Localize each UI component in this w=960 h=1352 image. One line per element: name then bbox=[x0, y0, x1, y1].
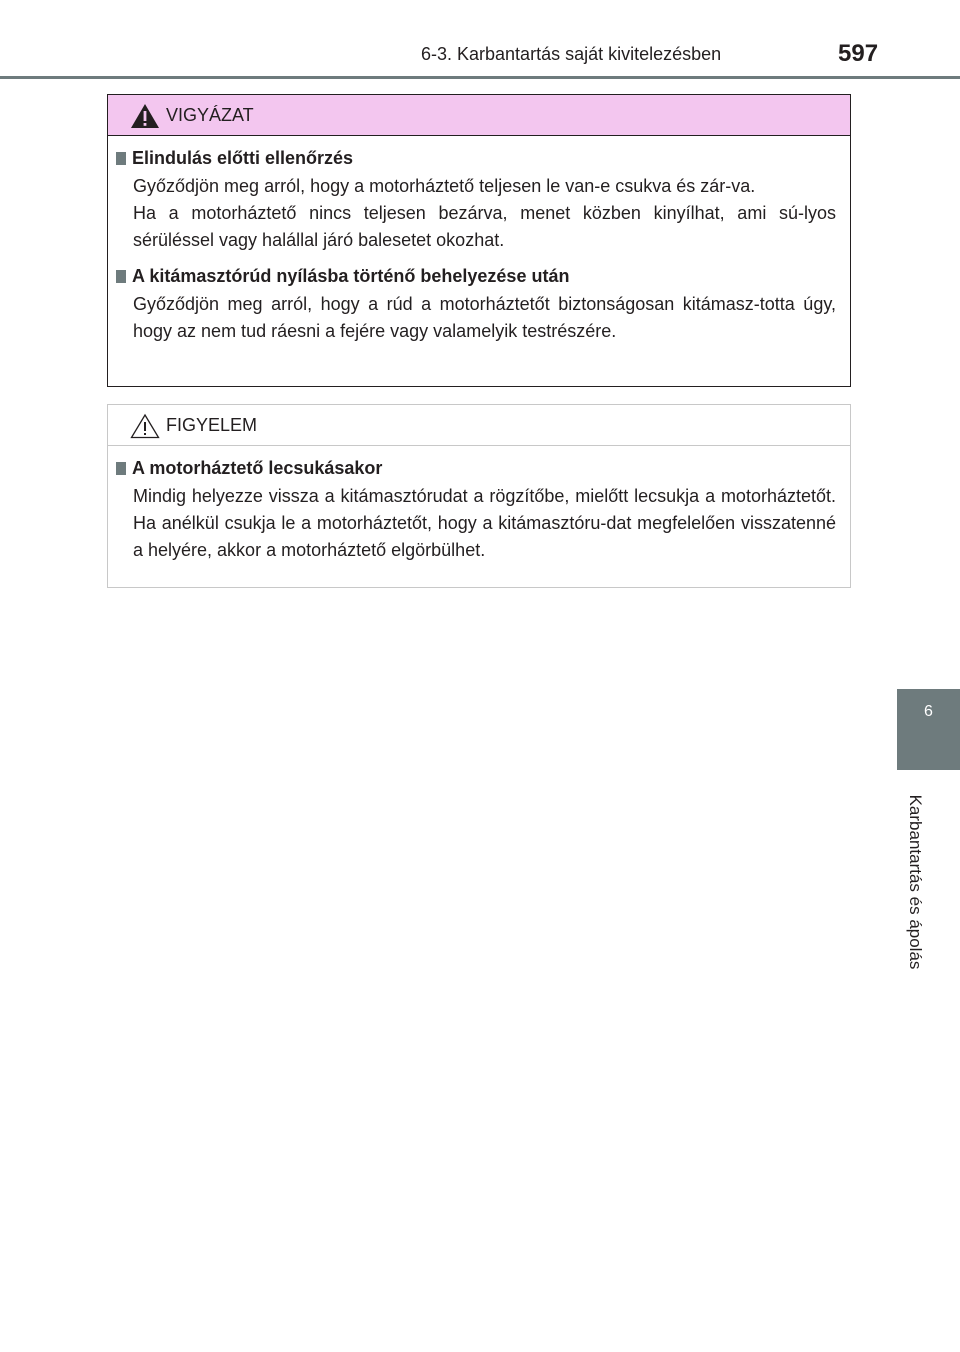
caution-box bbox=[107, 94, 851, 387]
page-number: 597 bbox=[838, 40, 879, 67]
header-rule bbox=[0, 76, 960, 79]
notice-item-heading: A motorháztető lecsukásakor bbox=[132, 458, 383, 478]
chapter-tab bbox=[897, 689, 960, 770]
warning-triangle-outline-icon bbox=[130, 413, 160, 439]
notice-box-header bbox=[108, 405, 850, 446]
header-section-title: 6-3. Karbantartás saját kivitelezésben bbox=[421, 44, 722, 64]
caution-item-heading: A kitámasztórúd nyílásba történő behelyezése után bbox=[132, 266, 570, 286]
caution-item-heading: Elindulás előtti ellenőrzés bbox=[132, 148, 354, 168]
square-bullet-icon bbox=[116, 270, 126, 283]
chapter-title: Karbantartás és ápolás bbox=[906, 794, 925, 970]
notice-title: FIGYELEM bbox=[166, 415, 258, 435]
caution-title: VIGYÁZAT bbox=[166, 105, 254, 125]
square-bullet-icon bbox=[116, 152, 126, 165]
chapter-number: 6 bbox=[924, 703, 933, 720]
notice-body bbox=[108, 446, 850, 564]
warning-triangle-filled-icon bbox=[130, 103, 160, 129]
notice-box bbox=[107, 404, 851, 588]
caution-body bbox=[108, 136, 850, 345]
caution-box-header bbox=[108, 95, 850, 136]
caution-item-paragraph: Győződjön meg arról, hogy a motorháztető teljesen le van-e csukva és zár-va. bbox=[133, 176, 756, 196]
notice-item-paragraph: Mindig helyezze vissza a kitámasztórudat a rögzítőbe, mielőtt lecsukja a motorháztetőt. Ha anélkül csukja le a motorháztetőt, hogy a kitámasztóru-dat megfelelően visszatenné a helyére, akkor a motorháztető elgörbülhet. bbox=[133, 486, 836, 560]
square-bullet-icon bbox=[116, 462, 126, 475]
caution-item bbox=[116, 262, 836, 345]
caution-item-paragraph: Ha a motorháztető nincs teljesen bezárva, menet közben kinyílhat, ami sú-lyos sérüléssel vagy halállal járó balesetet okozhat. bbox=[133, 203, 836, 250]
caution-item-paragraph: Győződjön meg arról, hogy a rúd a motorháztetőt biztonságosan kitámasz-totta úgy, hogy az nem tud ráesni a fejére vagy valamelyik testrészére. bbox=[133, 294, 836, 341]
notice-item bbox=[116, 454, 836, 564]
caution-item bbox=[116, 144, 836, 254]
